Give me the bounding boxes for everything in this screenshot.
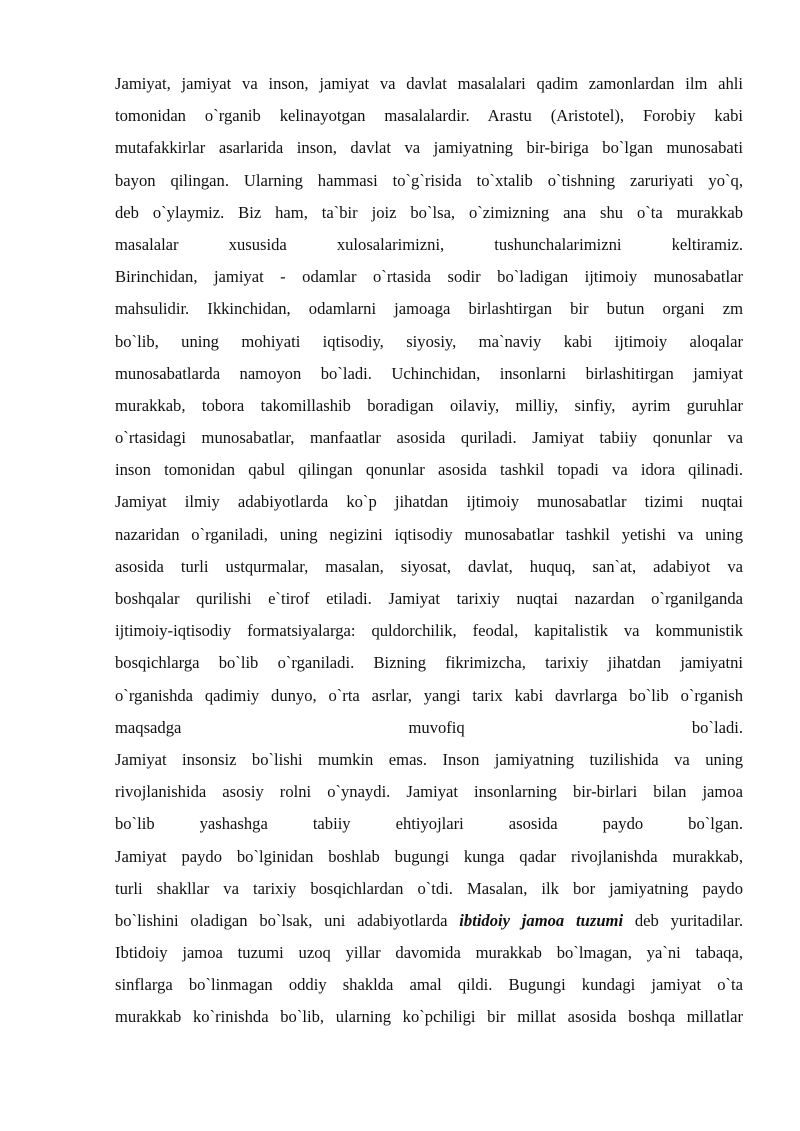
text-line: bo`lib, uning mohiyati iqtisodiy, siyosiy, ma`naviy kabi ijtimoiy aloqalar <box>115 331 743 351</box>
text-line: turli shakllar va tarixiy bosqichlardan o`tdi. Masalan, ilk bor jamiyatning paydo <box>115 878 743 898</box>
text-line: asosida turli ustqurmalar, masalan, siyosat, davlat, huquq, san`at, adabiyot va <box>115 556 743 576</box>
text-line: sinflarga bo`linmagan oddiy shaklda amal qildi. Bugungi kundagi jamiyat o`ta <box>115 975 743 995</box>
text-line: maqsadga muvofiq bo`ladi. <box>115 717 743 737</box>
text-line: bosqichlarga bo`lib o`rganiladi. Bizning fikrimizcha, tarixiy jihatdan jamiyatni <box>115 653 743 673</box>
text-line: inson tomonidan qabul qilingan qonunlar asosida tashkil topadi va idora qilinadi. <box>115 460 743 480</box>
text-line: tomonidan o`rganib kelinayotgan masalalardir. Arastu (Aristotel), Forobiy kabi <box>115 106 743 126</box>
text-line: murakkab, tobora takomillashib boradigan oilaviy, milliy, sinfiy, ayrim guruhlar <box>115 395 743 415</box>
text-line: rivojlanishida asosiy rolni o`ynaydi. Jamiyat insonlarning bir-birlari bilan jamoa <box>115 782 743 802</box>
document-page <box>115 68 743 1034</box>
text-line: deb o`ylaymiz. Biz ham, ta`bir joiz bo`lsa, o`zimizning ana shu o`ta murakkab <box>115 202 743 222</box>
text-line: mutafakkirlar asarlarida inson, davlat va jamiyatning bir-biriga bo`lgan munosabati <box>115 138 743 158</box>
text-line: Ibtidoiy jamoa tuzumi uzoq yillar davomida murakkab bo`lmagan, ya`ni tabaqa, <box>115 943 743 963</box>
text-line: murakkab ko`rinishda bo`lib, ularning ko`pchiligi bir millat asosida boshqa millatlar <box>115 1007 743 1027</box>
text-line: Birinchidan, jamiyat - odamlar o`rtasida sodir bo`ladigan ijtimoiy munosabatlar <box>115 267 743 287</box>
text-run: bo`lishini oladigan bo`lsak, uni adabiyotlarda <box>115 910 460 930</box>
text-line: nazaridan o`rganiladi, uning negizini iqtisodiy munosabatlar tashkil yetishi va uning <box>115 524 743 544</box>
text-line: mahsulidir. Ikkinchidan, odamlarni jamoaga birlashtirgan bir butun organi zm <box>115 299 743 319</box>
text-line: Jamiyat paydo bo`lginidan boshlab bugungi kunga qadar rivojlanishda murakkab, <box>115 846 743 866</box>
text-line: ijtimoiy-iqtisodiy formatsiyalarga: quldorchilik, feodal, kapitalistik va kommunistik <box>115 621 743 641</box>
text-line: Jamiyat ilmiy adabiyotlarda ko`p jihatdan ijtimoiy munosabatlar tizimi nuqtai <box>115 492 743 512</box>
text-line: o`rtasidagi munosabatlar, manfaatlar asosida quriladi. Jamiyat tabiiy qonunlar va <box>115 428 743 448</box>
text-line: bayon qilingan. Ularning hammasi to`g`risida to`xtalib o`tishning zaruriyati yo`q, <box>115 170 743 190</box>
text-line: o`rganishda qadimiy dunyo, o`rta asrlar, yangi tarix kabi davrlarga bo`lib o`rganish <box>115 685 743 705</box>
emphasized-term: ibtidoiy jamoa tuzumi <box>459 910 624 930</box>
text-run: deb yuritadilar. <box>623 910 743 930</box>
text-line: boshqalar qurilishi e`tirof etiladi. Jamiyat tarixiy nuqtai nazardan o`rganilganda <box>115 589 743 608</box>
text-line: Jamiyat, jamiyat va inson, jamiyat va davlat masalalari qadim zamonlardan ilm ahli <box>115 74 743 93</box>
text-line: bo`lib yashashga tabiiy ehtiyojlari asosida paydo bo`lgan. <box>115 814 743 834</box>
text-line: masalalar xususida xulosalarimizni, tushunchalarimizni keltiramiz. <box>115 234 743 254</box>
text-line: Jamiyat insonsiz bo`lishi mumkin emas. Inson jamiyatning tuzilishida va uning <box>115 749 743 769</box>
text-line-with-emphasis <box>115 905 743 937</box>
text-line: munosabatlarda namoyon bo`ladi. Uchinchidan, insonlarni birlashitirgan jamiyat <box>115 363 743 383</box>
